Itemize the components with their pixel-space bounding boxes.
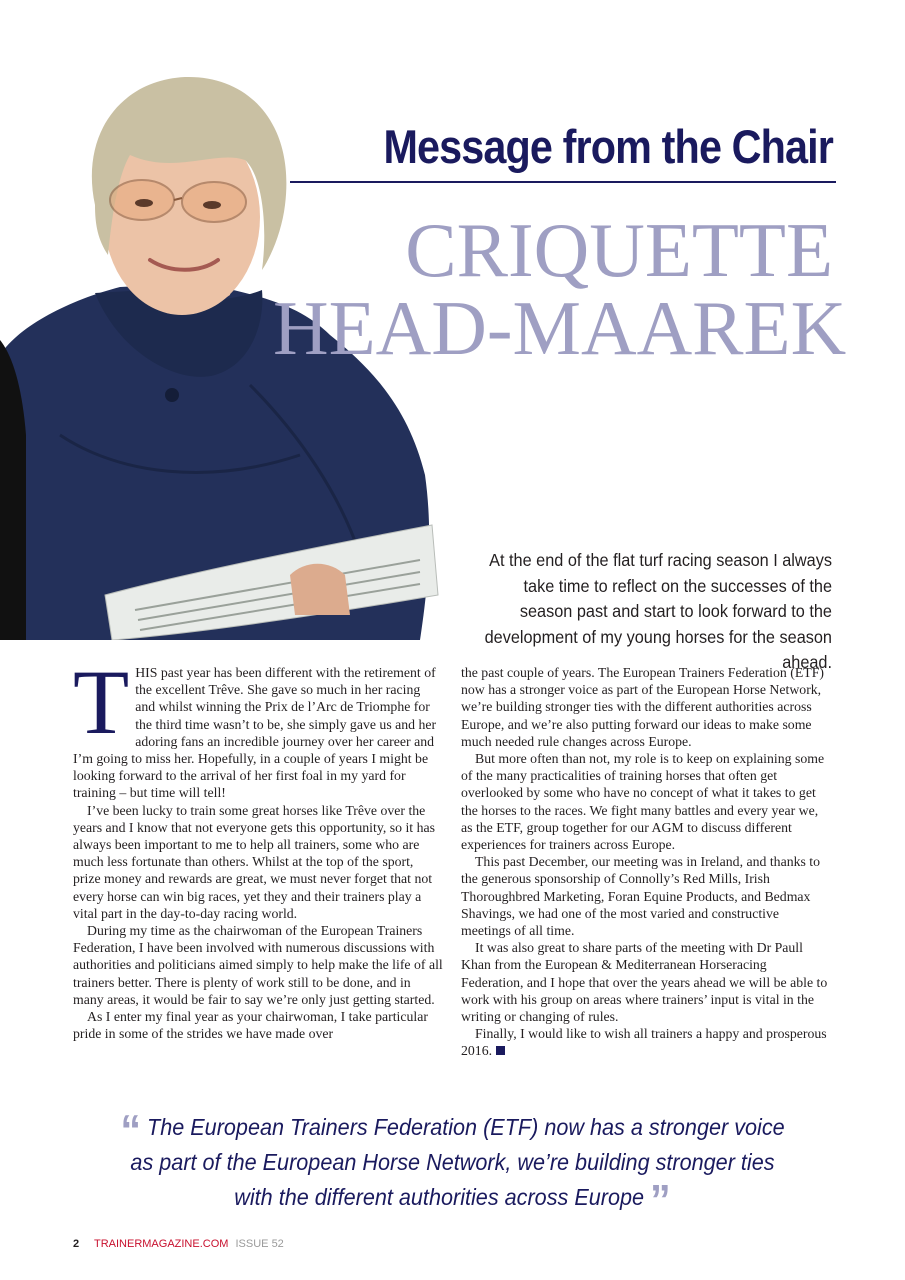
eye-right xyxy=(203,201,221,209)
paragraph-text: HIS past year has been different with the retirement of the excellent Trêve. She gave so much in her racing and whilst winning the Prix de l’Arc de Triomphe for the third time wasn’t to be, she simply gave us and her adoring fans an incredible journey over her career and I’m going to miss her. Hopefully, in a couple of years I might be looking forward to the arrival of her first foal in my yard for training – but time will tell! xyxy=(73,665,437,801)
drop-cap: T xyxy=(73,651,130,753)
issue-label: ISSUE 52 xyxy=(235,1238,284,1250)
jacket-button xyxy=(165,388,179,402)
article-paragraph: But more often than not, my role is to keep on explaining some of the many practicalities of training horses that often get overlooked by some who have no concept of what it takes to get the horses to the races. We fight many battles and every year we, as the ETF, group together for our AGM to discuss different experiences for trainers across Europe. xyxy=(461,751,825,853)
pull-quote-text: The European Trainers Federation (ETF) now has a stronger voice as part of the European Horse Network, we’re building stronger ties with the different authorities across Europe xyxy=(130,1114,785,1210)
article-column-right xyxy=(461,664,831,1060)
title-rule xyxy=(290,181,836,183)
article-paragraph xyxy=(73,651,443,802)
article-paragraph: During my time as the chairwoman of the European Trainers Federation, I have been involved with numerous discussions with authorities and politicians aimed simply to help make the life of all trainers better. There is plenty of work still to be done, and in many areas, it would be fair to say we’re only just getting started. xyxy=(73,923,443,1007)
author-name-line-2: HEAD-MAAREK xyxy=(273,285,847,371)
article-paragraph xyxy=(461,1025,831,1059)
page-number: 2 xyxy=(73,1238,80,1250)
page-footer xyxy=(73,1238,284,1250)
article-paragraph: As I enter my final year as your chairwoman, I take particular pride in some of the strides we have made over xyxy=(73,1009,428,1042)
open-quote-icon: “ xyxy=(120,1106,141,1155)
close-quote-icon: ” xyxy=(650,1176,671,1225)
intro-text: At the end of the flat turf racing season I always take time to reflect on the successes of the season past and start to look forward to the development of my young horses for the season ahead. xyxy=(484,550,832,672)
end-mark-icon xyxy=(496,1046,505,1055)
page-title: Message from the Chair xyxy=(383,120,833,173)
site-link[interactable]: TRAINERMAGAZINE.COM xyxy=(93,1238,229,1250)
article-paragraph: the past couple of years. The European Trainers Federation (ETF) now has a stronger voice as part of the European Horse Network, we’re building stronger ties with the different authorities across Europe, and we’re also putting forward our ideas to make some much needed rule changes across Europe. xyxy=(461,665,824,749)
eye-left xyxy=(135,199,153,207)
article-paragraph: This past December, our meeting was in Ireland, and thanks to the generous sponsorship of Connolly’s Red Mills, Irish Thoroughbred Marketing, Foran Equine Products, and Bedmax Shavings, we had one of the most varied and constructive meetings of all time. xyxy=(461,854,821,939)
article-paragraph: It was also great to share parts of the meeting with Dr Paull Khan from the European & Mediterranean Horseracing Federation, and I hope that over the years ahead we will be able to work with his group on areas where trainers’ input is vital in the writing or changing of rules. xyxy=(461,940,828,1025)
author-name-line-1: CRIQUETTE xyxy=(405,207,833,293)
pull-quote xyxy=(116,1106,788,1225)
article-paragraph: I’ve been lucky to train some great horses like Trêve over the years and I know that not everyone gets this opportunity, so it has always been important to me to help all trainers, some who are much less fortunate than others. Whilst at the top of the sport, prize money and rewards are great, we must never forget that not every horse can win big races, yet they and their trainers play a vital part in the day-to-day racing world. xyxy=(73,802,435,921)
article-column-left xyxy=(73,651,443,1042)
paragraph-text: Finally, I would like to wish all trainers a happy and prosperous 2016. xyxy=(461,1026,827,1059)
